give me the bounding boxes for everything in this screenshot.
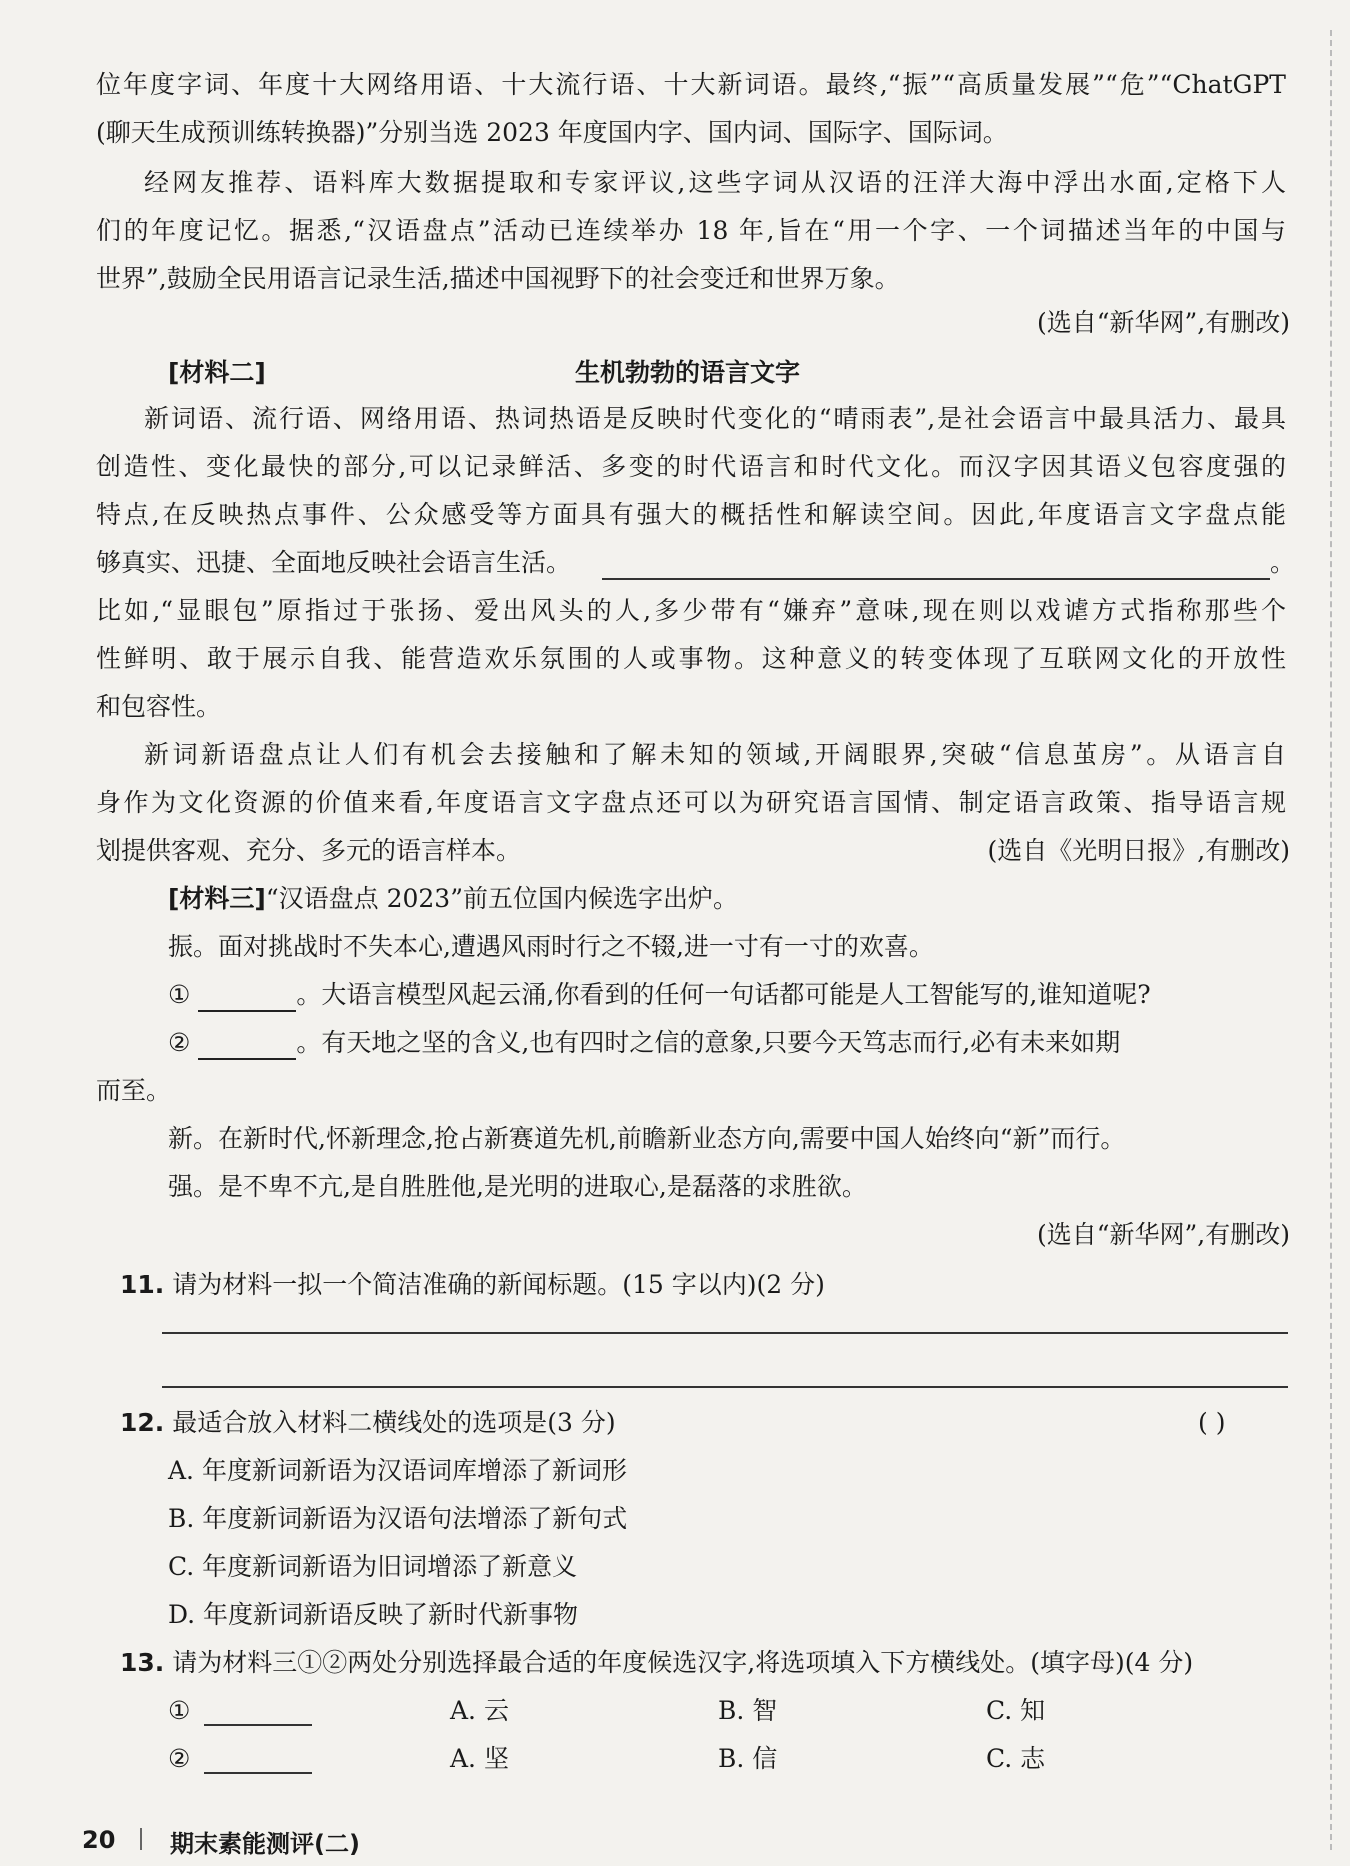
- material1-line-1: 位年度字词、年度十大网络用语、十大流行语、十大新词语。最终,“振”“高质量发展”“危”“ChatGPT: [96, 70, 1286, 99]
- question-13-row-2-option-c[interactable]: C. 志: [986, 1744, 1046, 1773]
- material1-p2-line-1: 经网友推荐、语料库大数据提取和专家评议,这些字词从汉语的汪洋大海中浮出水面,定格下人: [144, 168, 1286, 197]
- question-13-row-2-blank[interactable]: [204, 1772, 312, 1774]
- material3-xin: 新。在新时代,怀新理念,抢占新赛道先机,前瞻新业态方向,需要中国人始终向“新”而行。: [168, 1124, 1126, 1153]
- material2-p2-line-2: 身作为文化资源的价值来看,年度语言文字盘点还可以为研究语言国情、制定语言政策、指导语言规: [96, 788, 1286, 817]
- material2-blank-end: 。: [1270, 548, 1296, 577]
- footer-title: 期末素能测评(二): [170, 1830, 360, 1858]
- material1-line-2: (聊天生成预训练转换器)”分别当选 2023 年度国内字、国内词、国际字、国际词。: [96, 118, 1008, 147]
- material3-item-1-blank[interactable]: [198, 984, 296, 1012]
- material1-p2-line-3: 世界”,鼓励全民用语言记录生活,描述中国视野下的社会变迁和世界万象。: [96, 264, 900, 293]
- question-11: [120, 1268, 825, 1302]
- question-13-number: 13.: [120, 1648, 165, 1677]
- material3-item-1: [168, 978, 1151, 1012]
- material2-p2-line-1: 新词新语盘点让人们有机会去接触和了解未知的领域,开阔眼界,突破“信息茧房”。从语言自: [144, 740, 1286, 769]
- question-12-option-d[interactable]: D. 年度新词新语反映了新时代新事物: [168, 1600, 579, 1629]
- question-11-answer-line-2[interactable]: [162, 1386, 1288, 1388]
- question-13-row-2-option-b[interactable]: B. 信: [718, 1744, 778, 1773]
- footer-divider: [140, 1828, 142, 1850]
- material1-source: (选自“新华网”,有删改): [1036, 308, 1290, 337]
- question-11-text: 请为材料一拟一个简洁准确的新闻标题。(15 字以内)(2 分): [172, 1270, 825, 1299]
- question-13-text: 请为材料三①②两处分别选择最合适的年度候选汉字,将选项填入下方横线处。(填字母)(4 分): [172, 1648, 1194, 1677]
- material3-intro: [168, 882, 738, 916]
- page-edge: [1330, 30, 1332, 1850]
- material2-p1-line-7: 和包容性。: [96, 692, 222, 721]
- material2-label: [材料二]: [168, 358, 266, 387]
- material2-p1-line-4: 够真实、迅捷、全面地反映社会语言生活。: [96, 548, 572, 577]
- material2-p1-line-3: 特点,在反映热点事件、公众感受等方面具有强大的概括性和解读空间。因此,年度语言文字盘点能: [96, 500, 1286, 529]
- question-12-answer-paren[interactable]: ( ): [1198, 1408, 1226, 1437]
- material2-blank-line[interactable]: [602, 578, 1270, 580]
- question-13-row-1-option-b[interactable]: B. 智: [718, 1696, 778, 1725]
- material3-label: [材料三]: [168, 884, 266, 913]
- question-13: [120, 1646, 1193, 1680]
- question-13-row-1-option-c[interactable]: C. 知: [986, 1696, 1046, 1725]
- question-13-row-2-option-a[interactable]: A. 坚: [450, 1744, 509, 1773]
- material3-item-1-mark: ①: [168, 980, 191, 1009]
- material3-source: (选自“新华网”,有删改): [1036, 1220, 1290, 1249]
- question-13-row-2-mark: ②: [168, 1744, 191, 1773]
- material3-qiang: 强。是不卑不亢,是自胜胜他,是光明的进取心,是磊落的求胜欲。: [168, 1172, 867, 1201]
- material3-item-2-mark: ②: [168, 1028, 191, 1057]
- material3-item-2: [168, 1026, 1120, 1060]
- material2-p1-line-6: 性鲜明、敢于展示自我、能营造欢乐氛围的人或事物。这种意义的转变体现了互联网文化的开放性: [96, 644, 1286, 673]
- question-12-option-c[interactable]: C. 年度新词新语为旧词增添了新意义: [168, 1552, 578, 1581]
- material2-p1-line-2: 创造性、变化最快的部分,可以记录鲜活、多变的时代语言和时代文化。而汉字因其语义包容度强的: [96, 452, 1286, 481]
- question-11-number: 11.: [120, 1270, 165, 1299]
- question-12-option-b[interactable]: B. 年度新词新语为汉语句法增添了新句式: [168, 1504, 628, 1533]
- question-12-option-a[interactable]: A. 年度新词新语为汉语词库增添了新词形: [168, 1456, 627, 1485]
- question-13-row-1-option-a[interactable]: A. 云: [450, 1696, 509, 1725]
- material2-p1-line-5: 比如,“显眼包”原指过于张扬、爱出风头的人,多少带有“嫌弃”意味,现在则以戏谑方式指称那些个: [96, 596, 1286, 625]
- page-number: 20: [82, 1826, 116, 1854]
- material3-item-2-text: 。有天地之坚的含义,也有四时之信的意象,只要今天笃志而行,必有未来如期: [296, 1028, 1121, 1057]
- question-13-row-1-mark: ①: [168, 1696, 191, 1725]
- material3-item-2-cont: 而至。: [96, 1076, 172, 1105]
- material2-p2-line-3: 划提供客观、充分、多元的语言样本。: [96, 836, 522, 865]
- material3-zhen: 振。面对挑战时不失本心,遭遇风雨时行之不辍,进一寸有一寸的欢喜。: [168, 932, 934, 961]
- material2-title: 生机勃勃的语言文字: [575, 358, 801, 387]
- question-13-row-1-blank[interactable]: [204, 1724, 312, 1726]
- material2-p1-line-1: 新词语、流行语、网络用语、热词热语是反映时代变化的“晴雨表”,是社会语言中最具活力、最具: [144, 404, 1286, 433]
- material2-source: (选自《光明日报》,有删改): [987, 836, 1290, 865]
- question-12-text: 最适合放入材料二横线处的选项是(3 分): [172, 1408, 616, 1437]
- material3-item-2-blank[interactable]: [198, 1032, 296, 1060]
- material1-p2-line-2: 们的年度记忆。据悉,“汉语盘点”活动已连续举办 18 年,旨在“用一个字、一个词描述当年的中国与: [96, 216, 1286, 245]
- question-12-number: 12.: [120, 1408, 165, 1437]
- material3-intro-text: “汉语盘点 2023”前五位国内候选字出炉。: [265, 884, 738, 913]
- question-11-answer-line-1[interactable]: [162, 1332, 1288, 1334]
- material3-item-1-text: 。大语言模型风起云涌,你看到的任何一句话都可能是人工智能写的,谁知道呢?: [296, 980, 1151, 1009]
- question-12: [120, 1406, 616, 1440]
